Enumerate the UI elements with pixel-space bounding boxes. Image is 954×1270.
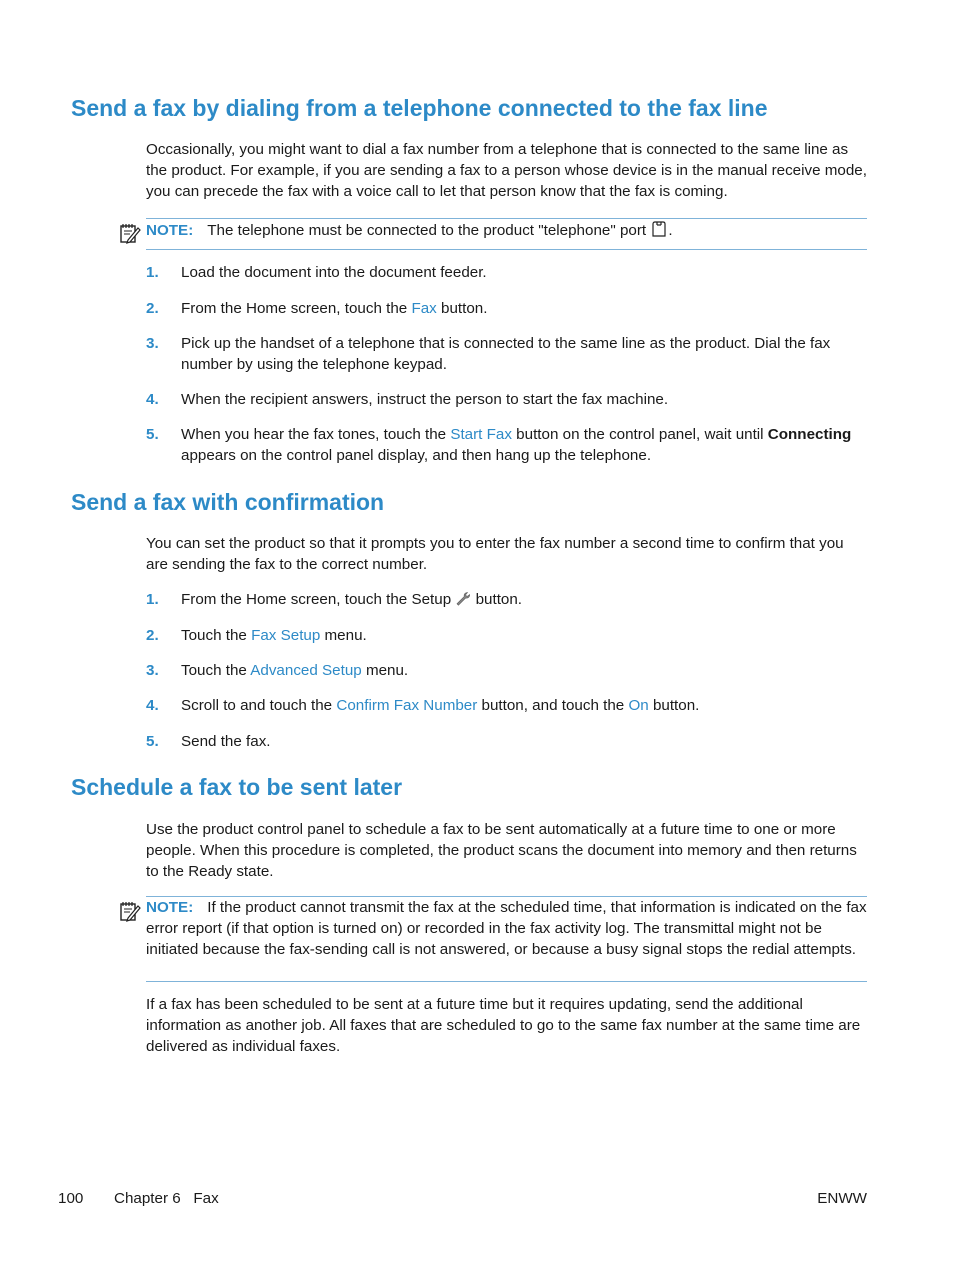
- step-number: 5.: [146, 426, 159, 443]
- step-number: 3.: [146, 662, 159, 679]
- confirm-fax-number-button-ref: Confirm Fax Number: [336, 697, 478, 714]
- dial-step-3: [146, 333, 868, 375]
- note-text-end: .: [668, 222, 673, 239]
- schedule-note: [146, 896, 867, 982]
- dial-intro: Occasionally, you might want to dial a fax number from a telephone that is connected to the same line as the product. For example, if you are sending a fax to a person whose device is in the manual receive mode, you can precede the fax with a voice call to let that person know that the fax is coming.: [146, 141, 867, 200]
- step-text: From the Home screen, touch the: [181, 300, 412, 317]
- step-text: Load the document into the document feeder.: [181, 264, 487, 281]
- wrench-icon: [455, 591, 471, 613]
- confirm-step-2: [146, 625, 868, 646]
- step-text: menu.: [320, 627, 367, 644]
- step-text: Touch the: [181, 627, 252, 644]
- step-text: button on the control panel, wait until: [511, 426, 768, 443]
- step-number: 3.: [146, 335, 159, 352]
- step-text: When you hear the fax tones, touch the: [181, 426, 451, 443]
- step-text: button.: [648, 697, 700, 714]
- confirm-step-5: [146, 731, 868, 752]
- step-text: Scroll to and touch the: [181, 697, 337, 714]
- section-title-schedule: Schedule a fax to be sent later: [71, 774, 403, 800]
- section-title-dial: Send a fax by dialing from a telephone connected to the fax line: [71, 95, 768, 121]
- dial-step-2: [146, 298, 868, 319]
- note-text: If the product cannot transmit the fax at the scheduled time, that information is indicated on the fax error report (if that option is turned on) or recorded in the fax activity log. The transmittal might not be initiated because the fax-sending call is not answered, or because a busy signal stops the redial attempts.: [146, 899, 867, 958]
- step-number: 2.: [146, 300, 159, 317]
- dial-note: [146, 218, 867, 250]
- confirm-step-4: [146, 695, 868, 716]
- schedule-outro: If a fax has been scheduled to be sent at a future time but it requires updating, send the additional information as another job. All faxes that are scheduled to go to the same fax number at the same time are delivered as individual faxes.: [146, 996, 861, 1055]
- note-icon: [119, 900, 141, 922]
- step-text: button.: [436, 300, 488, 317]
- note-label: NOTE:: [146, 222, 194, 239]
- footer-right-label: ENWW: [817, 1190, 867, 1207]
- dial-step-5: [146, 424, 868, 466]
- advanced-setup-menu-ref: Advanced Setup: [250, 662, 362, 679]
- connecting-status-ref: Connecting: [767, 426, 852, 443]
- section-title-confirm: Send a fax with confirmation: [71, 489, 385, 515]
- schedule-intro: Use the product control panel to schedule a fax to be sent automatically at a future time to one or more people. When this procedure is completed, the product scans the document into memory and then returns to the Ready state.: [146, 821, 857, 880]
- step-number: 4.: [146, 697, 159, 714]
- note-text: The telephone must be connected to the product "telephone" port: [207, 222, 647, 239]
- confirm-step-1: [146, 589, 868, 613]
- on-button-ref: On: [628, 697, 649, 714]
- step-text: When the recipient answers, instruct the person to start the fax machine.: [181, 391, 669, 408]
- dial-step-4: [146, 389, 868, 410]
- step-number: 1.: [146, 591, 159, 608]
- step-text: Touch the: [181, 662, 251, 679]
- step-text: button.: [471, 591, 523, 608]
- telephone-port-icon: [650, 220, 668, 244]
- note-icon: [119, 222, 141, 244]
- chapter-label: Chapter 6 Fax: [114, 1190, 219, 1207]
- step-number: 5.: [146, 733, 159, 750]
- step-text: Send the fax.: [181, 733, 271, 750]
- step-number: 2.: [146, 627, 159, 644]
- confirm-step-3: [146, 660, 868, 681]
- note-label: NOTE:: [146, 899, 194, 916]
- step-text: Pick up the handset of a telephone that is connected to the same line as the product. Dial the fax number by using the telephone keypad.: [181, 335, 831, 373]
- step-text: menu.: [361, 662, 409, 679]
- fax-button-ref: Fax: [411, 300, 437, 317]
- fax-setup-menu-ref: Fax Setup: [251, 627, 321, 644]
- step-text: appears on the control panel display, and then hang up the telephone.: [181, 447, 652, 464]
- step-number: 4.: [146, 391, 159, 408]
- confirm-intro: You can set the product so that it prompts you to enter the fax number a second time to confirm that you are sending the fax to the correct number.: [146, 535, 844, 573]
- step-text: From the Home screen, touch the Setup: [181, 591, 456, 608]
- start-fax-button-ref: Start Fax: [450, 426, 512, 443]
- step-number: 1.: [146, 264, 159, 281]
- dial-step-1: [146, 262, 868, 283]
- page-number: 100: [58, 1190, 84, 1207]
- step-text: button, and touch the: [477, 697, 629, 714]
